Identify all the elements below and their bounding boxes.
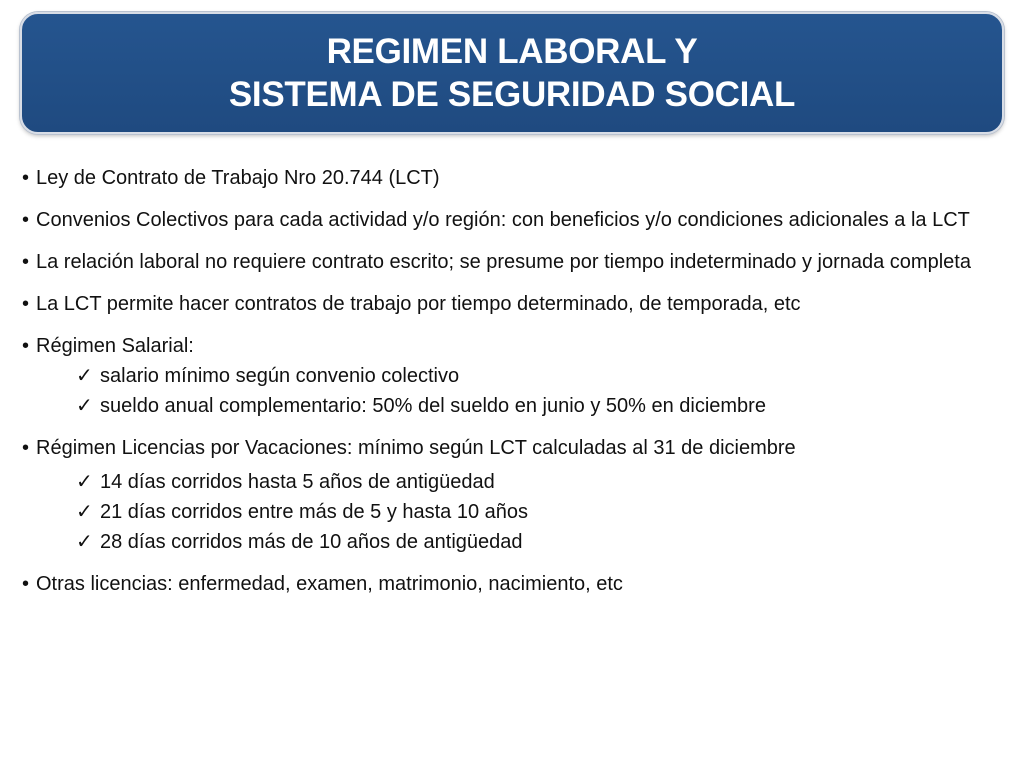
bullet-convenios bbox=[22, 205, 986, 235]
bullet-icon: • bbox=[22, 335, 30, 357]
bullet-relacion-laboral bbox=[22, 247, 986, 277]
salarial-sublist bbox=[22, 361, 986, 421]
bullet-icon: • bbox=[22, 437, 30, 459]
title-banner bbox=[20, 12, 1004, 134]
sub-item bbox=[22, 391, 986, 421]
checkmark-icon: ✓ bbox=[76, 531, 93, 553]
vacaciones-sublist bbox=[22, 467, 986, 557]
bullet-text: Otras licencias: enfermedad, examen, matrimonio, nacimiento, etc bbox=[36, 573, 623, 595]
bullet-text: Convenios Colectivos para cada actividad y/o región: con beneficios y/o condiciones adicionales a la LCT bbox=[36, 209, 970, 231]
sub-item-text: 21 días corridos entre más de 5 y hasta 10 años bbox=[100, 501, 529, 523]
sub-item bbox=[22, 361, 986, 391]
sub-item bbox=[22, 467, 986, 497]
bullet-icon: • bbox=[22, 573, 30, 595]
sub-item bbox=[22, 497, 986, 527]
sub-item bbox=[22, 527, 986, 557]
bullet-text: La relación laboral no requiere contrato escrito; se presume por tiempo indeterminado y jornada completa bbox=[36, 251, 971, 273]
title-line-2: SISTEMA DE SEGURIDAD SOCIAL bbox=[228, 75, 796, 114]
sub-item-text: 14 días corridos hasta 5 años de antigüedad bbox=[100, 471, 495, 493]
bullet-text: Régimen Licencias por Vacaciones: mínimo según LCT calculadas al 31 de diciembre bbox=[36, 437, 796, 459]
bullet-lct bbox=[22, 163, 986, 193]
bullet-otras-licencias bbox=[22, 569, 986, 599]
title-line-1: REGIMEN LABORAL Y bbox=[326, 32, 698, 71]
bullet-regimen-vacaciones bbox=[22, 433, 986, 463]
sub-item-text: 28 días corridos más de 10 años de antigüedad bbox=[100, 531, 523, 553]
bullet-icon: • bbox=[22, 251, 30, 273]
bullet-text: Régimen Salarial: bbox=[36, 335, 194, 357]
bullet-contratos bbox=[22, 289, 986, 319]
sub-item-text: sueldo anual complementario: 50% del sueldo en junio y 50% en diciembre bbox=[100, 395, 766, 417]
checkmark-icon: ✓ bbox=[76, 395, 93, 417]
bullet-text: La LCT permite hacer contratos de trabajo por tiempo determinado, de temporada, etc bbox=[36, 293, 801, 315]
sub-item-text: salario mínimo según convenio colectivo bbox=[100, 365, 460, 387]
bullet-icon: • bbox=[22, 167, 30, 189]
bullet-icon: • bbox=[22, 209, 30, 231]
bullet-regimen-salarial bbox=[22, 331, 986, 361]
bullet-icon: • bbox=[22, 293, 30, 315]
checkmark-icon: ✓ bbox=[76, 365, 93, 387]
bullet-text: Ley de Contrato de Trabajo Nro 20.744 (LCT) bbox=[36, 167, 440, 189]
slide-content bbox=[22, 163, 986, 611]
checkmark-icon: ✓ bbox=[76, 471, 93, 493]
checkmark-icon: ✓ bbox=[76, 501, 93, 523]
